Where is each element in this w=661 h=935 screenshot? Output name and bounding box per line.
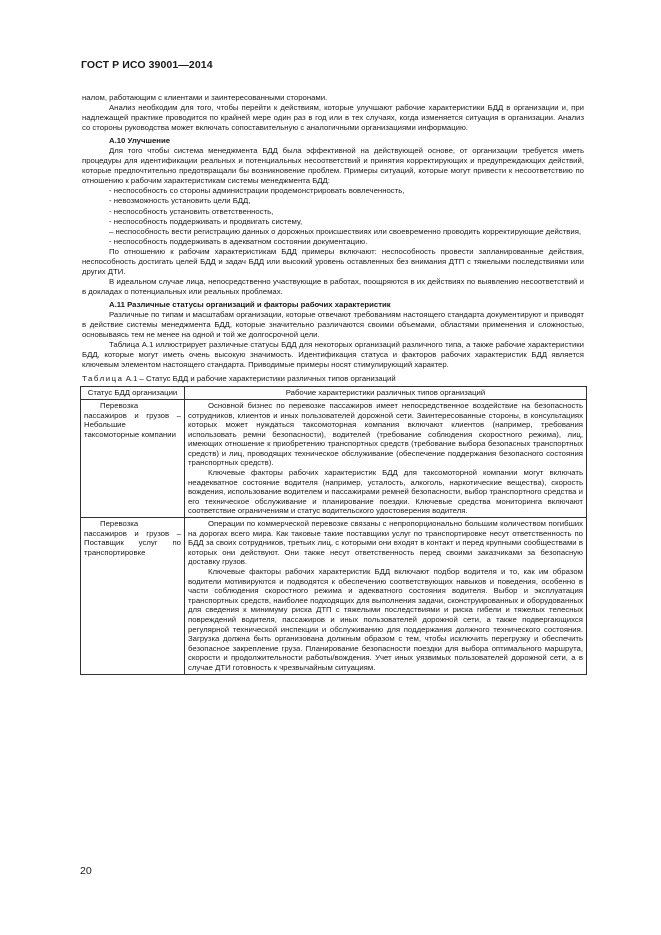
paragraph: Для того чтобы система менеджмента БДД была эффективной на действующей основе, от организации требуется иметь процедуры для идентификации реальных и потенциальных несоответствий и принятия корректирующих и предупреждающих действий, которые предпочтительно предотвращали бы возникновение проблем. Примеры ситуаций, которые могут привести к несоответствию по отношению к рабочим характеристикам системы менеджмента БДД: [82, 146, 584, 186]
section-heading: А.10 Улучшение [109, 136, 171, 146]
org-label: Перевозка пассажиров и грузов – Небольшие таксомоторные компании [84, 400, 181, 439]
list-item: - неспособность поддерживать и продвигать систему, [109, 216, 303, 226]
characteristics-cell [185, 518, 587, 675]
table-caption [82, 374, 584, 384]
cell-paragraph: Операции по коммерческой перевозке связаны с непропорционально большим количеством погибших на дорогах всего мира. Как таковые такие поставщики услуг по транспортировке несут ответственность по БДД за своих сотрудников, третьих лиц, с которыми они входят в контакт и перед крупными сообществами в которых они действуют. Они также несут ответственность перед своими заказчиками за безопасную доставку грузов. [188, 519, 583, 567]
table-header-row [81, 387, 587, 400]
status-table [80, 386, 587, 674]
document-body [82, 93, 584, 675]
document-header: ГОСТ Р ИСО 39001—2014 [81, 59, 213, 71]
paragraph: В идеальном случае лица, непосредственно участвующие в работах, поощряются в их действиях по выявлению несоответствий и в докладах о потенциальных или реальных проблемах. [82, 276, 584, 296]
list-item: - неспособность поддерживать в адекватном состоянии документацию. [109, 236, 368, 246]
table-row [81, 518, 587, 675]
list-item: - неспособность установить ответственность, [109, 206, 274, 216]
org-cell [81, 399, 185, 517]
paragraph: По отношению к рабочим характеристикам БДД примеры включают: неспособность провести запланированные действия, неспособность достигать целей БДД и задач БДД или высокий уровень оставленных без внимания ДТП с тяжелыми последствиями или других ДТИ. [82, 246, 584, 276]
org-cell [81, 518, 185, 675]
table-row [81, 399, 587, 517]
column-header-characteristics: Рабочие характеристики различных типов организаций [185, 387, 587, 400]
org-label: Перевозка пассажиров и грузов – Поставщик услуг по транспортировке [84, 519, 181, 557]
paragraph: Анализ необходим для того, чтобы перейти к действиям, которые улучшают рабочие характеристики БДД в организации и, при надлежащей практике проводится по крайней мере один раз в год или в тех случаях, когда изменяется ситуация в организации. Анализ со стороны руководства может включать сопоставительную с аналогичными организациями информацию. [82, 103, 584, 133]
paragraph: Таблица А.1 иллюстрирует различные статусы БДД для некоторых организаций различного типа, а также рабочие характеристики БДД, которые могут иметь очень высокую значимость. Идентификация статуса и факторов рабочих характеристик БДД является ключевым элементом настоящего стандарта. Приводимые примеры носят стимулирующий характер. [82, 340, 584, 370]
section-heading: А.11 Различные статусы организаций и факторы рабочих характеристик [109, 299, 391, 309]
cell-paragraph: Основной бизнес по перевозке пассажиров имеет непосредственное воздействие на безопасность сотрудников, клиентов и иных пользователей дорожной сети. Заинтересованные стороны, в консультациях которых может нуждаться таксомоторная компания включают клиентов (например, требования использовать ремни безопасности), водителей (требование соблюдения скоростного режима), лиц, имеющих отношение к приобретению транспортных средств (требование выбора безопасных транспортных средств) и лиц, проводящих техническое обслуживание (обеспечение поддержания безопасного состояния транспортных средств). [188, 400, 583, 468]
paragraph: налом, работающим с клиентами и заинтересованными сторонами. [82, 93, 328, 102]
column-header-status: Статус БДД организации [81, 387, 185, 400]
list-item: – неспособность вести регистрацию данных о дорожных происшествиях или своевременно проводить корректирующие действия, [109, 226, 582, 236]
table-caption-label: Таблица [82, 374, 124, 384]
list-item: - неспособность со стороны администрации продемонстрировать вовлеченность, [109, 186, 405, 196]
characteristics-cell [185, 399, 587, 517]
table-caption-text: А.1 – Статус БДД и рабочие характеристики различных типов организаций [125, 374, 396, 384]
cell-paragraph: Ключевые факторы рабочих характеристик БДД для таксомоторной компании могут включать неадекватное состояние водителя (например, усталость, алкоголь, наркотические вещества), скорость вождения, использование водителем и пассажирами ремней безопасности, выбор транспортного средства и его техническое обслуживание и планирование поездки. Ключевые средства мониторинга включают соответствие ограничениям и статус водительского удостоверения водителя. [188, 468, 583, 516]
list-item: - невозможность установить цели БДД, [109, 196, 251, 206]
page-number: 20 [80, 865, 92, 877]
paragraph: Различные по типам и масштабам организации, которые отвечают требованиям настоящего стандарта документируют и приводят в действие системы менеджмента БДД, которые значительно различаются своими объемами, областями применения и сложностью, основываясь тем не менее на одной и той же долгосрочной цели. [82, 309, 584, 340]
cell-paragraph: Ключевые факторы рабочих характеристик БДД включают подбор водителя и то, как им образом водители мотивируются и подводятся к обеспечению соответствующих навыков и поведения, особенно в части соблюдения скоростного режима и адекватного состояния водителя. Выбор и эксплуатация транспортных средств, наиболее подходящих для выполнения задачи, сконструированных и оборудованных для сведения к минимуму риска ДТП с тяжелыми последствиями и риска гибели и тяжелых телесных повреждений водителя, пассажиров и иных пользователей дорожной сети, а также подвергающихся регулярной технической инспекции и обслуживанию для поддержания должного технического состояния. Загрузка должна быть организована должным образом с тем, чтобы исключить перегрузку и обеспечить безопасное закрепление груза. Планирование безопасности поездки для выбора оптимального маршрута, скорости и продолжительности работы/вождения. Учет иных уязвимых пользователей дорожной сети, а в случае ДТИ готовность к чрезвычайным ситуациям. [188, 567, 583, 672]
